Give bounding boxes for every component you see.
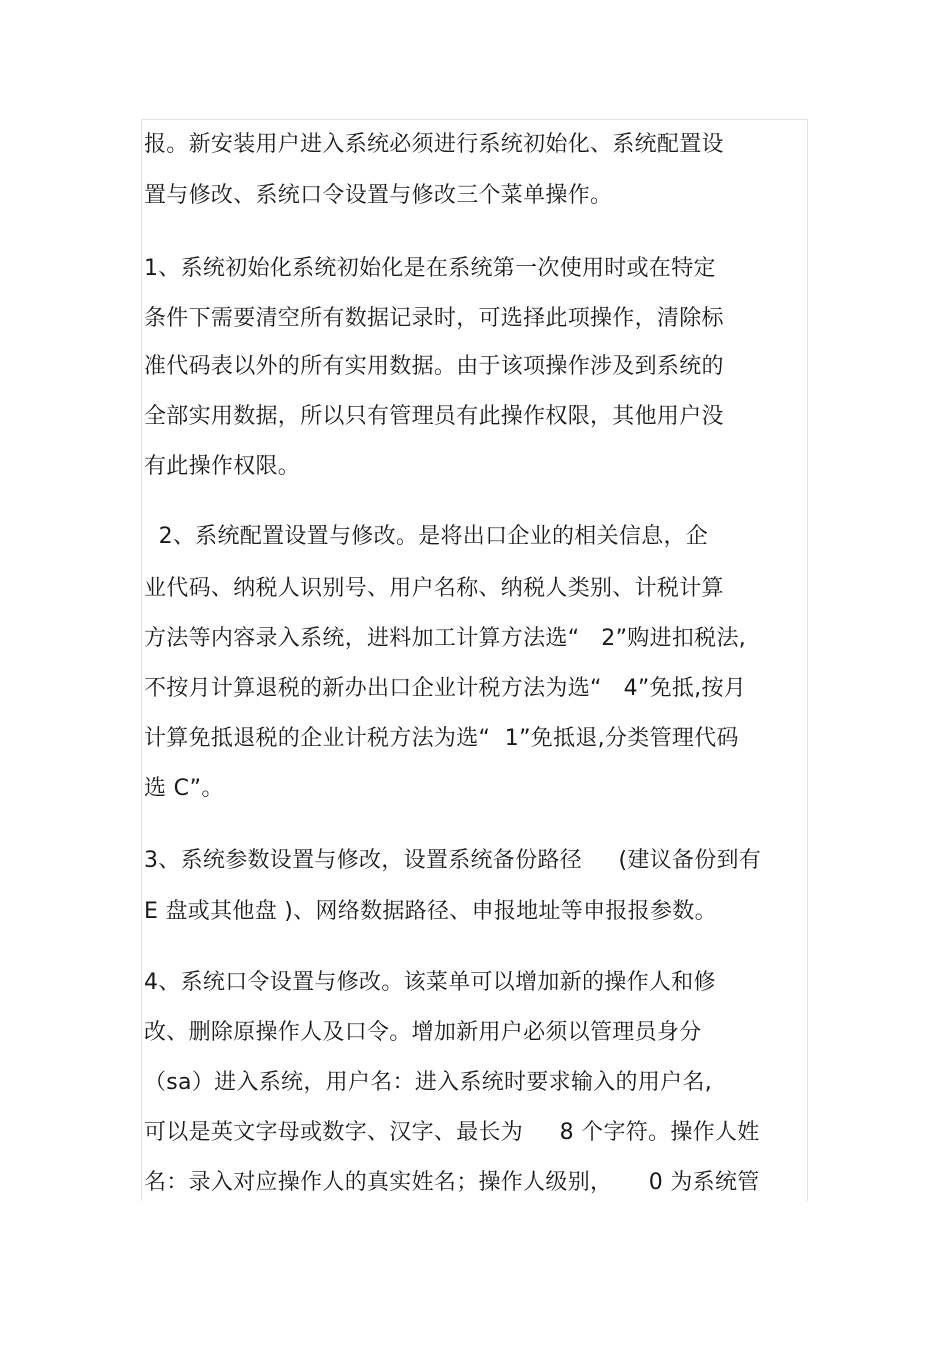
text-line: （sa）进入系统，用户名：进入系统时要求输入的用户名, bbox=[144, 1070, 713, 1095]
text-line: 3、系统参数设置与修改，设置系统备份路径 (建议备份到有 bbox=[144, 848, 762, 873]
text-line: 计算免抵退税的企业计税方法为选“ 1”免抵退,分类管理代码 bbox=[144, 726, 739, 751]
text-line: 可以是英文字母或数字、汉字、最长为 8 个字符。操作人姓 bbox=[144, 1120, 760, 1145]
text-line: 选 C”。 bbox=[144, 776, 224, 801]
text-line: 条件下需要清空所有数据记录时，可选择此项操作，清除标 bbox=[144, 306, 724, 331]
text-line: 名：录入对应操作人的真实姓名；操作人级别， 0 为系统管 bbox=[144, 1170, 760, 1195]
text-line: 1、系统初始化系统初始化是在系统第一次使用时或在特定 bbox=[144, 256, 716, 281]
text-line: 4、系统口令设置与修改。该菜单可以增加新的操作人和修 bbox=[144, 970, 716, 995]
text-line: 方法等内容录入系统，进料加工计算方法选“ 2”购进扣税法, bbox=[144, 626, 747, 651]
text-line: 有此操作权限。 bbox=[144, 454, 301, 479]
text-line: 报。新安装用户进入系统必须进行系统初始化、系统配置设 bbox=[144, 132, 724, 157]
text-line: 准代码表以外的所有实用数据。由于该项操作涉及到系统的 bbox=[144, 354, 724, 379]
text-line: 改、删除原操作人及口令。增加新用户必须以管理员身分 bbox=[144, 1020, 702, 1045]
text-line: 2、系统配置设置与修改。是将出口企业的相关信息，企 bbox=[144, 524, 709, 549]
text-line: 不按月计算退税的新办出口企业计税方法为选“ 4”免抵,按月 bbox=[144, 676, 747, 701]
text-line: 置与修改、系统口令设置与修改三个菜单操作。 bbox=[144, 183, 613, 208]
text-line: 全部实用数据，所以只有管理员有此操作权限，其他用户没 bbox=[144, 404, 724, 429]
text-line: E 盘或其他盘 )、网络数据路径、申报地址等申报报参数。 bbox=[144, 899, 717, 924]
text-line: 业代码、纳税人识别号、用户名称、纳税人类别、计税计算 bbox=[144, 576, 724, 601]
